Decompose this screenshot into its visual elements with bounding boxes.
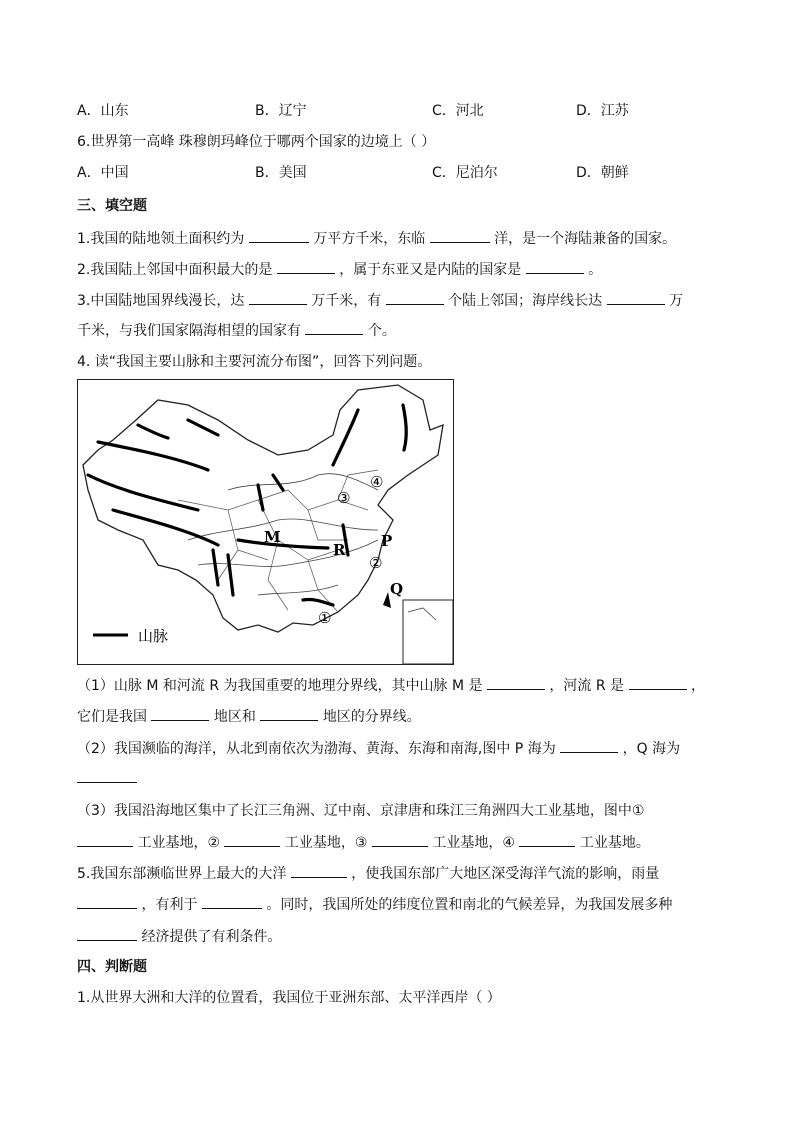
answer-blank[interactable] (77, 926, 137, 941)
section-title: 四、判断题 (77, 959, 147, 975)
text: ，属于东亚又是内陆的国家是 (339, 262, 522, 278)
label-2: ② (369, 554, 383, 572)
option-d[interactable]: D．朝鲜 (576, 165, 629, 181)
text: 个陆上邻国；海岸线长达 (448, 293, 603, 309)
answer-blank[interactable] (260, 706, 318, 721)
text: 3.中国陆地国界线漫长，达 (77, 293, 245, 309)
mountain-ranges (88, 405, 406, 605)
text: 它们是我国 (77, 709, 147, 725)
text: 万千米，有 (311, 293, 382, 309)
answer-blank[interactable] (607, 290, 665, 305)
answer-blank[interactable] (526, 259, 584, 274)
option-d[interactable]: D．江苏 (576, 103, 629, 119)
fill-question-3 (77, 290, 683, 311)
text: 个。 (367, 323, 396, 339)
option-a[interactable]: A．中国 (77, 165, 129, 181)
answer-blank[interactable] (430, 228, 490, 243)
legend-label: 山脉 (138, 627, 169, 645)
sub-question-3: （3）我国沿海地区集中了长江三角洲、辽中南、京津唐和珠江三角洲四大工业基地，图中① (77, 803, 645, 819)
section-title: 三、填空题 (77, 198, 147, 214)
text: ，Q 海为 (622, 741, 681, 757)
answer-blank[interactable] (224, 832, 280, 847)
text: ，使我国东部广大地区深受海洋气流的影响，雨量 (351, 866, 660, 882)
fill-question-5-cont2 (77, 926, 281, 947)
fill-question-1 (77, 228, 676, 249)
sub-question-1 (77, 675, 705, 696)
answer-blank[interactable] (277, 259, 335, 274)
text: 万平方千米，东临 (313, 231, 426, 247)
sub-question-2-cont (77, 768, 137, 789)
fill-question-5 (77, 863, 659, 884)
text: 2.我国陆上邻国中面积最大的是 (77, 262, 273, 278)
text: 地区的分界线。 (322, 709, 421, 725)
label-4: ④ (370, 473, 384, 491)
text: 。同时，我国所处的纬度位置和南北的气候差异，为我国发展多种 (266, 897, 673, 913)
answer-blank[interactable] (519, 832, 575, 847)
option-c[interactable]: C．河北 (432, 103, 484, 119)
text: 1.我国的陆地领土面积约为 (77, 231, 245, 247)
south-sea-inset (403, 600, 453, 664)
sub-question-1-cont (77, 706, 421, 727)
option-b[interactable]: B．辽宁 (255, 103, 307, 119)
text: 洋，是一个海陆兼备的国家。 (494, 231, 677, 247)
answer-blank[interactable] (487, 675, 545, 690)
label-3: ③ (337, 489, 351, 507)
answer-blank[interactable] (560, 738, 618, 753)
answer-blank[interactable] (386, 290, 444, 305)
text: ，有利于 (141, 897, 198, 913)
label-p: P (381, 532, 393, 550)
text: 工业基地。 (579, 835, 650, 851)
answer-blank[interactable] (372, 832, 428, 847)
map-drawing (78, 380, 453, 664)
text: 千米，与我们国家隔海相望的国家有 (77, 323, 301, 339)
answer-blank[interactable] (249, 290, 307, 305)
text: 。 (588, 262, 603, 278)
label-m: M (264, 528, 281, 546)
text: ， (690, 678, 705, 694)
sub-question-3-cont (77, 832, 650, 853)
text: 工业基地，② (137, 835, 221, 851)
answer-blank[interactable] (77, 768, 137, 783)
fill-question-4-stem: 4. 读“我国主要山脉和主要河流分布图”，回答下列问题。 (77, 354, 432, 370)
answer-blank[interactable] (629, 675, 687, 690)
text: 万 (669, 293, 684, 309)
answer-blank[interactable] (202, 894, 262, 909)
answer-blank[interactable] (305, 320, 363, 335)
sub-question-2 (77, 738, 680, 759)
text: 5.我国东部濒临世界上最大的大洋 (77, 866, 287, 882)
fill-question-2 (77, 259, 602, 280)
text: 工业基地，③ (284, 835, 368, 851)
answer-blank[interactable] (77, 832, 133, 847)
text: （2）我国濒临的海洋，从北到南依次为渤海、黄海、东海和南海,图中 P 海为 (77, 741, 556, 757)
china-mountains-rivers-map (77, 379, 454, 665)
text: 经济提供了有利条件。 (141, 929, 282, 945)
text: 工业基地，④ (432, 835, 515, 851)
label-r: R (333, 541, 346, 559)
option-a[interactable]: A．山东 (77, 103, 129, 119)
text: 地区和 (213, 709, 256, 725)
question-6-stem: 6.世界第一高峰 珠穆朗玛峰位于哪两个国家的边境上（ ） (77, 134, 436, 150)
fill-question-3-cont (77, 320, 396, 341)
label-q: Q (390, 580, 404, 598)
answer-blank[interactable] (151, 706, 209, 721)
answer-blank[interactable] (291, 863, 347, 878)
option-b[interactable]: B．美国 (255, 165, 307, 181)
option-c[interactable]: C．尼泊尔 (432, 165, 498, 181)
answer-blank[interactable] (249, 228, 309, 243)
text: ，河流 R 是 (549, 678, 625, 694)
text: （1）山脉 M 和河流 R 为我国重要的地理分界线，其中山脉 M 是 (77, 678, 483, 694)
answer-blank[interactable] (77, 894, 137, 909)
fill-question-5-cont (77, 894, 672, 915)
label-1: ① (318, 609, 332, 627)
judge-question-1: 1.从世界大洲和大洋的位置看，我国位于亚洲东部、太平洋西岸（ ） (77, 990, 501, 1006)
